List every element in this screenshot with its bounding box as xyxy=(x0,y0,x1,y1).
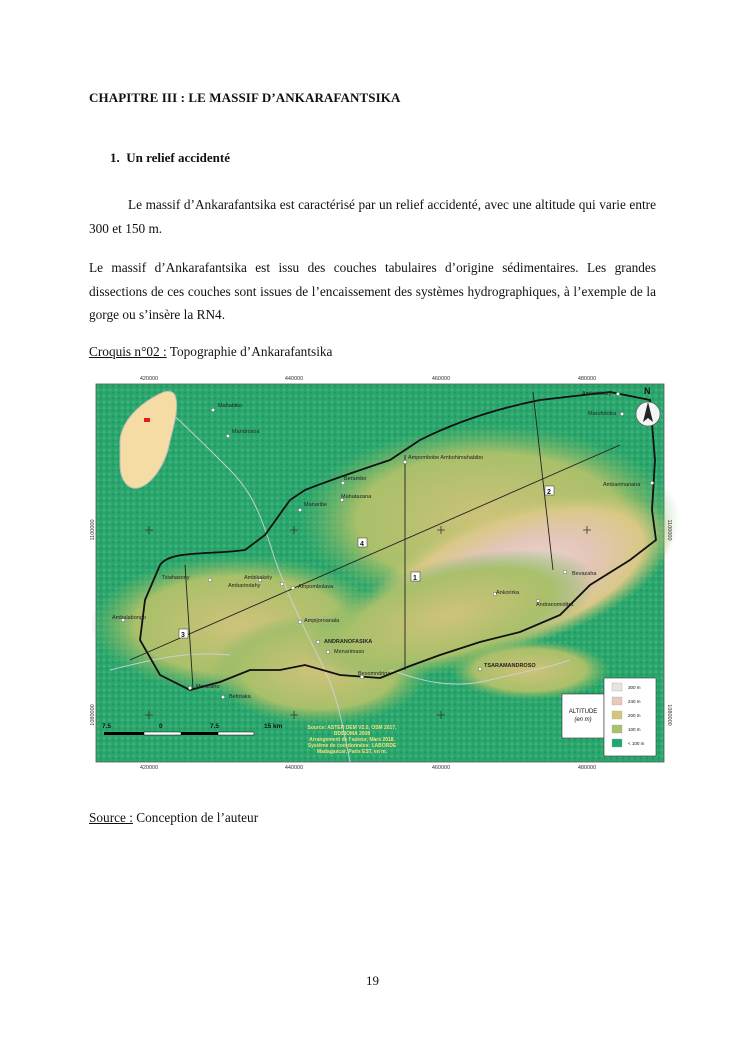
place-label: Befotaka xyxy=(229,694,251,700)
legend-swatch xyxy=(612,739,622,747)
legend-label: < 100 m xyxy=(628,741,645,746)
x-tick: 480000 xyxy=(577,765,597,771)
place-label: Ambarindahy xyxy=(228,583,261,589)
x-tick: 420000 xyxy=(139,376,159,382)
section-title: Un relief accidenté xyxy=(126,150,230,165)
scale-label: 0 xyxy=(159,723,163,730)
section-number: 1. xyxy=(110,150,120,165)
place-label: Ampombobe Ambohimahabibo xyxy=(408,455,484,461)
source-prefix: Source : xyxy=(89,810,133,825)
x-tick: 460000 xyxy=(431,765,451,771)
source-note-line: Madagascar, Paris EST, en m. xyxy=(316,749,388,755)
caption-text: Topographie d’Ankarafantsika xyxy=(166,344,333,359)
scale-label: 7.5 xyxy=(210,723,220,730)
x-tick: 420000 xyxy=(139,765,159,771)
x-tick: 440000 xyxy=(284,765,304,771)
place-label: Mandrosoa xyxy=(232,429,260,435)
place-label: ANDRANOFASIKA xyxy=(324,639,373,645)
place-label: Marofototra xyxy=(588,411,617,417)
x-tick: 440000 xyxy=(284,376,304,382)
legend-swatch xyxy=(612,711,622,719)
paragraph-2: Le massif d’Ankarafantsika est issu des couches tabulaires d’origine sédimentaires. Les grandes dissections de ces couches sont issues de l’encaissement des systèmes hydrographiques, à l’exemple de la gorge ou s’insère la RN4. xyxy=(89,260,656,322)
profile-2-label: 2 xyxy=(547,489,551,496)
study-area-marker xyxy=(144,418,150,422)
place-label: Ambikakely xyxy=(244,575,273,581)
place-label: Ampombolava xyxy=(298,584,334,590)
place-label: Ambalabongo xyxy=(112,615,146,621)
figure-source xyxy=(89,810,258,826)
topographic-map xyxy=(90,370,670,772)
x-tick: 460000 xyxy=(431,376,451,382)
legend-label: 300 m xyxy=(628,685,641,690)
place-label: Bevazaha xyxy=(572,571,597,577)
place-label: TSARAMANDROSO xyxy=(484,663,536,669)
map-svg xyxy=(90,370,670,772)
x-tick: 480000 xyxy=(577,376,597,382)
map-source-note xyxy=(307,725,397,755)
chapter-title: CHAPITRE III : LE MASSIF D’ANKARAFANTSIKA xyxy=(89,90,401,105)
place-label: Mahabibo xyxy=(218,403,243,409)
legend-title-line: ALTITUDE xyxy=(568,709,598,715)
legend-swatch xyxy=(612,725,622,733)
y-tick: 1080000 xyxy=(90,704,96,726)
place-label: Manaribe xyxy=(304,502,327,508)
profile-3-label: 3 xyxy=(181,632,185,639)
source-note-line: Source: ASTER DEM V2.0, OSM 2017, xyxy=(307,725,397,731)
legend-label: 240 m xyxy=(628,699,641,704)
place-label: Ankorirka xyxy=(496,590,520,596)
place-label: Andranomiditra xyxy=(536,602,574,608)
y-tick: 1080000 xyxy=(666,704,672,726)
profile-1-label: 1 xyxy=(413,575,417,582)
legend-title-line: (en m) xyxy=(574,717,592,723)
page-number: 19 xyxy=(366,973,379,988)
source-note-line: Système de coordonnées: LABORDE xyxy=(307,743,397,749)
source-text: Conception de l’auteur xyxy=(132,810,259,825)
scale-label: 15 km xyxy=(264,723,283,730)
legend-label: 100 m xyxy=(628,727,641,732)
legend-swatch xyxy=(612,683,622,691)
place-label: Menarimaso xyxy=(334,649,365,655)
legend-label: 200 m xyxy=(628,713,641,718)
legend-swatch xyxy=(612,697,622,705)
place-label: Ambohibary xyxy=(582,391,612,397)
place-label: Mahatazana xyxy=(341,494,372,500)
place-label: Ampijoroanala xyxy=(304,618,340,624)
caption-prefix: Croquis n°02 : xyxy=(89,344,167,359)
source-note-line: BDBIOMA 2008 xyxy=(333,731,371,737)
paragraph-1: Le massif d’Ankarafantsika est caractérisé par un relief accidenté, avec une altitude qui varie entre 300 et 150 m. xyxy=(89,197,656,236)
profile-4-label: 4 xyxy=(360,541,364,548)
place-label: Morarano xyxy=(196,684,220,690)
y-tick: 1100000 xyxy=(666,519,672,541)
place-label: Tsiahasony xyxy=(162,575,190,581)
place-label: Ambarimanana xyxy=(603,482,641,488)
scale-label: 7.5 xyxy=(102,723,112,730)
place-label: Besomndrina xyxy=(358,671,391,677)
section-heading xyxy=(110,150,230,166)
source-note-line: Arrangement de l’auteur, Mars 2018. xyxy=(309,737,395,743)
y-tick: 1100000 xyxy=(90,519,96,541)
north-label: N xyxy=(644,386,651,396)
figure-caption xyxy=(89,344,332,360)
place-label: Berambo xyxy=(344,476,367,482)
